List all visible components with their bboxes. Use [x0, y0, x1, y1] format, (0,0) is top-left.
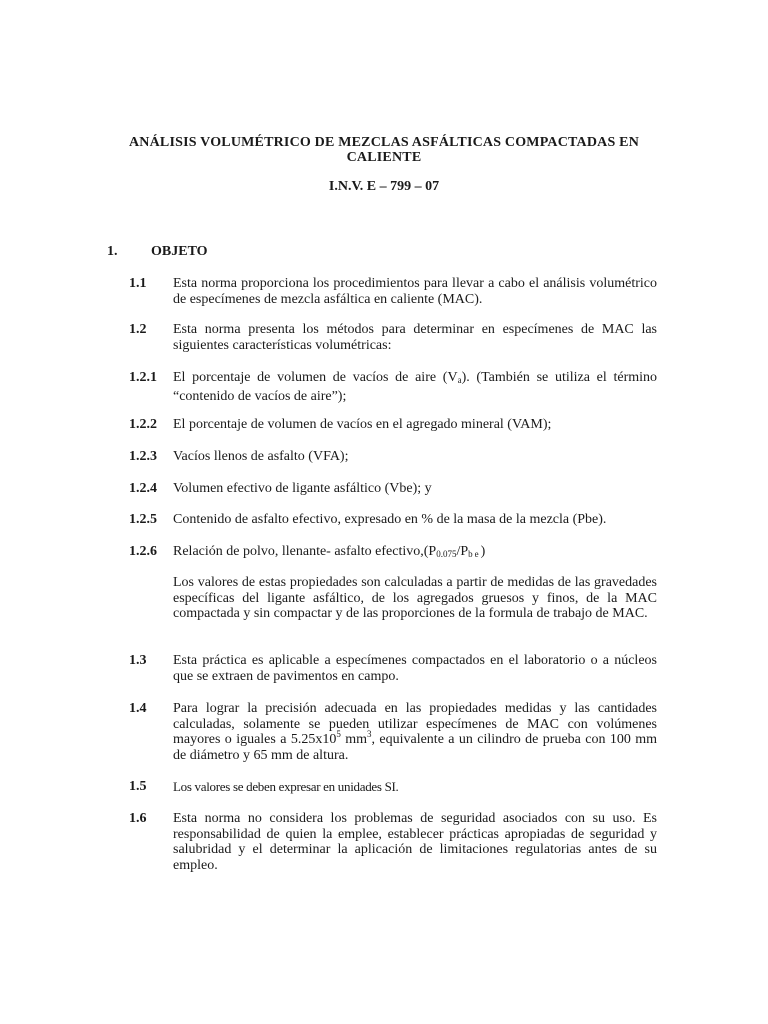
- clause-text-part: ). (También se utiliza el término “contenido de vacíos de aire”);: [173, 370, 658, 404]
- clause-paragraph: Los valores de estas propiedades son calculadas a partir de medidas de las gravedades específicas del ligante asfáltico, de los agregados gruesos y finos, de la MAC compactada y sin compactar y de las proporciones de la formula de trabajo de MAC.: [173, 575, 657, 621]
- clause-number: 1.2.1: [129, 370, 157, 385]
- clause-text-part: mm: [340, 732, 367, 747]
- clause-text-part: ): [480, 544, 486, 559]
- clause-text: Esta norma proporciona los procedimientos para llevar a cabo el análisis volumétrico de especímenes de mezcla asfáltica en caliente (MAC).: [173, 276, 657, 307]
- subscript: 0.075: [436, 549, 457, 559]
- clause-text: Esta norma presenta los métodos para determinar en especímenes de MAC las siguientes características volumétricas:: [173, 322, 657, 353]
- clause-text: Los valores se deben expresar en unidades SI.: [173, 779, 399, 794]
- clause-number: 1.1: [129, 276, 147, 291]
- subscript: a: [457, 375, 462, 385]
- clause-text-part: Para lograr la precisión adecuada en las propiedades medidas y las cantidades calculadas, solamente se pueden utilizar especímenes de MAC con volúmenes mayores o iguales a 5.25x10: [173, 701, 657, 747]
- clause-number: 1.2.2: [129, 417, 157, 432]
- clause-text: Volumen efectivo de ligante asfáltico (Vbe); y: [173, 481, 432, 496]
- subscript: be: [468, 549, 481, 559]
- clause-number: 1.2.6: [129, 544, 157, 559]
- document-title-text: ANÁLISIS VOLUMÉTRICO DE MEZCLAS ASFÁLTICAS COMPACTADAS EN CALIENTE: [128, 135, 640, 165]
- clause-number: 1.2.4: [129, 481, 157, 496]
- document-title: [0, 135, 768, 165]
- clause-number: 1.2: [129, 322, 147, 337]
- document-code: I.N.V. E – 799 – 07: [328, 179, 440, 194]
- superscript: 5: [336, 729, 341, 739]
- section-number: 1.: [107, 244, 118, 259]
- clause-number: 1.5: [129, 779, 147, 794]
- clause-text: Vacíos llenos de asfalto (VFA);: [173, 449, 349, 464]
- clause-text: Contenido de asfalto efectivo, expresado en % de la masa de la mezcla (Pbe).: [173, 512, 607, 527]
- clause-text: Esta norma no considera los problemas de seguridad asociados con su uso. Es responsabilidad de quien la emplee, establecer prácticas apropiadas de seguridad y salubridad y el determinar la aplicación de limitaciones regulatorias antes de su empleo.: [173, 811, 657, 873]
- clause-text: Esta práctica es aplicable a especímenes compactados en el laboratorio o a núcleos que se extraen de pavimentos en campo.: [173, 653, 657, 684]
- clause-number: 1.2.5: [129, 512, 157, 527]
- clause-text-part: El porcentaje de volumen de vacíos de aire (V: [173, 370, 458, 385]
- clause-text-part: , equivalente a un cilindro de prueba con 100 mm de diámetro y 65 mm de altura.: [173, 732, 658, 763]
- clause-text: [173, 370, 657, 404]
- clause-number: 1.2.3: [129, 449, 157, 464]
- clause-text: [173, 544, 657, 563]
- clause-text-part: Relación de polvo, llenante- asfalto efectivo,(P: [173, 544, 437, 559]
- clause-text: El porcentaje de volumen de vacíos en el agregado mineral (VAM);: [173, 417, 552, 432]
- clause-text-part: /P: [456, 544, 469, 559]
- superscript: 3: [367, 729, 372, 739]
- section-title: OBJETO: [151, 244, 208, 259]
- clause-text: [173, 701, 657, 763]
- clause-number: 1.3: [129, 653, 147, 668]
- clause-number: 1.6: [129, 811, 147, 826]
- clause-number: 1.4: [129, 701, 147, 716]
